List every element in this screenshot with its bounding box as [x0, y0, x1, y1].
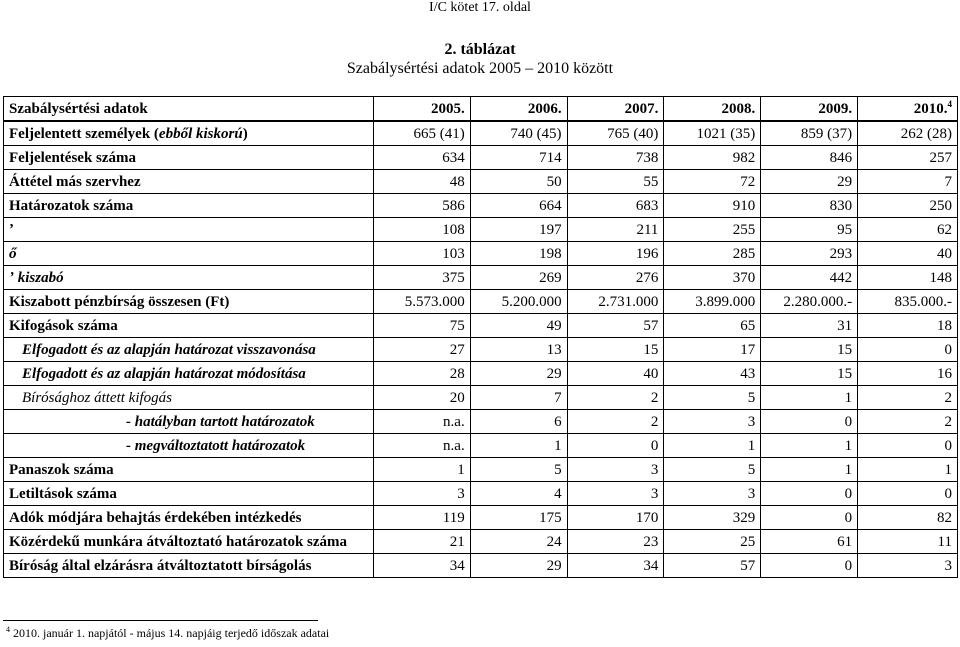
table-cell: 765 (40): [567, 121, 664, 146]
table-cell: 714: [470, 146, 567, 170]
table-cell: 683: [567, 194, 664, 218]
table-cell: 198: [470, 242, 567, 266]
row-label-end: ): [242, 125, 248, 142]
table-cell: 664: [470, 194, 567, 218]
row-label: Határozatok száma: [4, 194, 374, 218]
table-cell: 3: [567, 458, 664, 482]
footnote-text: 2010. január 1. napjától - május 14. napjáig terjedő időszak adatai: [13, 626, 330, 640]
table-cell: 28: [373, 362, 470, 386]
table-cell: 738: [567, 146, 664, 170]
table-cell: 15: [761, 338, 858, 362]
table-cell: n.a.: [373, 410, 470, 434]
table-cell: 48: [373, 170, 470, 194]
table-cell: 75: [373, 314, 470, 338]
table-row: [4, 266, 958, 290]
table-cell: 17: [664, 338, 761, 362]
table-cell: 1: [470, 434, 567, 458]
table-cell: 3: [567, 482, 664, 506]
table-cell: 61: [761, 530, 858, 554]
table-cell: 29: [470, 362, 567, 386]
table-cell: 5: [664, 458, 761, 482]
year-label: 2010.: [913, 100, 948, 117]
footnote: [6, 626, 329, 641]
table-cell: 29: [761, 170, 858, 194]
table-cell: 0: [761, 506, 858, 530]
table-row: [4, 218, 958, 242]
table-cell: 982: [664, 146, 761, 170]
table-cell: 211: [567, 218, 664, 242]
table-cell: 196: [567, 242, 664, 266]
table-cell: 285: [664, 242, 761, 266]
table-cell: 0: [761, 554, 858, 578]
table-row: [4, 194, 958, 218]
table-cell: 82: [858, 506, 958, 530]
table-cell: 24: [470, 530, 567, 554]
table-cell: 197: [470, 218, 567, 242]
table-cell: 442: [761, 266, 858, 290]
table-cell: 255: [664, 218, 761, 242]
table-cell: 62: [858, 218, 958, 242]
table-cell: 835.000.-: [858, 290, 958, 314]
table-cell: 276: [567, 266, 664, 290]
row-label: Panaszok száma: [4, 458, 374, 482]
table-cell: 170: [567, 506, 664, 530]
year-header: 2008.: [664, 97, 761, 122]
table-cell: 23: [567, 530, 664, 554]
table-cell: 72: [664, 170, 761, 194]
table-cell: 11: [858, 530, 958, 554]
table-cell: 1021 (35): [664, 121, 761, 146]
table-cell: 21: [373, 530, 470, 554]
table-cell: 0: [761, 410, 858, 434]
table-cell: 27: [373, 338, 470, 362]
row-label-text: Feljelentett személyek (: [9, 125, 159, 142]
table-cell: 740 (45): [470, 121, 567, 146]
table-row: [4, 146, 958, 170]
row-label: Adók módjára behajtás érdekében intézkedés: [4, 506, 374, 530]
row-label: Elfogadott és az alapján határozat módosítása: [4, 362, 374, 386]
table-row: [4, 242, 958, 266]
table-cell: 3: [664, 482, 761, 506]
table-cell: 18: [858, 314, 958, 338]
page-header: I/C kötet 17. oldal: [429, 0, 531, 15]
table-cell: n.a.: [373, 434, 470, 458]
year-header: 2007.: [567, 97, 664, 122]
table-row: [4, 386, 958, 410]
table-cell: 665 (41): [373, 121, 470, 146]
table-cell: 1: [664, 434, 761, 458]
table-cell: 3.899.000: [664, 290, 761, 314]
table-cell: 148: [858, 266, 958, 290]
table-cell: 0: [858, 338, 958, 362]
table-cell: 7: [858, 170, 958, 194]
table-cell: 2: [858, 386, 958, 410]
row-label: Feljelentések száma: [4, 146, 374, 170]
table-header-row: [4, 97, 958, 122]
year-header: 2006.: [470, 97, 567, 122]
table-cell: 40: [858, 242, 958, 266]
table-cell: 3: [664, 410, 761, 434]
table-cell: 34: [567, 554, 664, 578]
row-label: Áttétel más szervhez: [4, 170, 374, 194]
year-header: [858, 97, 958, 122]
table-caption: Szabálysértési adatok 2005 – 2010 között: [346, 60, 614, 77]
table-cell: 262 (28): [858, 121, 958, 146]
row-label: ʼ kiszabó: [4, 266, 374, 290]
header-label: Szabálysértési adatok: [4, 97, 374, 122]
table-cell: 6: [470, 410, 567, 434]
table-title: [0, 40, 960, 78]
table-cell: 50: [470, 170, 567, 194]
table-cell: 910: [664, 194, 761, 218]
table-cell: 634: [373, 146, 470, 170]
table-cell: 830: [761, 194, 858, 218]
table-cell: 1: [373, 458, 470, 482]
statistics-table: [3, 96, 958, 578]
table-cell: 329: [664, 506, 761, 530]
table-cell: 65: [664, 314, 761, 338]
table-row: [4, 410, 958, 434]
table-cell: 2: [567, 410, 664, 434]
table-cell: 1: [761, 386, 858, 410]
table-cell: 5.200.000: [470, 290, 567, 314]
table-row: [4, 290, 958, 314]
table-cell: 1: [858, 458, 958, 482]
table-cell: 293: [761, 242, 858, 266]
table-cell: 5: [664, 386, 761, 410]
row-label: [4, 121, 374, 146]
table-cell: 175: [470, 506, 567, 530]
table-cell: 108: [373, 218, 470, 242]
table-cell: 95: [761, 218, 858, 242]
table-cell: 3: [373, 482, 470, 506]
table-cell: 0: [761, 482, 858, 506]
row-label: Kifogások száma: [4, 314, 374, 338]
table-row: [4, 554, 958, 578]
table-cell: 0: [858, 482, 958, 506]
row-label-italic: ebből kiskorú: [158, 125, 243, 142]
table-cell: 5.573.000: [373, 290, 470, 314]
table-row: [4, 530, 958, 554]
table-cell: 5: [470, 458, 567, 482]
table-row: [4, 458, 958, 482]
table-cell: 375: [373, 266, 470, 290]
table-cell: 370: [664, 266, 761, 290]
table-cell: 0: [858, 434, 958, 458]
table-cell: 57: [567, 314, 664, 338]
table-row: [4, 482, 958, 506]
table-cell: 269: [470, 266, 567, 290]
row-label: ő: [4, 242, 374, 266]
table-cell: 1: [761, 458, 858, 482]
table-row: [4, 170, 958, 194]
table-cell: 103: [373, 242, 470, 266]
table-cell: 13: [470, 338, 567, 362]
table-cell: 20: [373, 386, 470, 410]
table-cell: 0: [567, 434, 664, 458]
table-cell: 2.280.000.-: [761, 290, 858, 314]
footnote-separator: [3, 620, 318, 621]
table-cell: 31: [761, 314, 858, 338]
row-label: Kiszabott pénzbírság összesen (Ft): [4, 290, 374, 314]
row-label: - hatályban tartott határozatok: [4, 410, 374, 434]
table-cell: 846: [761, 146, 858, 170]
table-row: [4, 434, 958, 458]
table-cell: 16: [858, 362, 958, 386]
table-cell: 43: [664, 362, 761, 386]
row-label: Elfogadott és az alapján határozat visszavonása: [4, 338, 374, 362]
table-cell: 586: [373, 194, 470, 218]
footnote-ref: 4: [947, 98, 952, 109]
row-label: Közérdekű munkára átváltoztató határozatok száma: [4, 530, 374, 554]
table-cell: 2: [858, 410, 958, 434]
table-cell: 34: [373, 554, 470, 578]
table-cell: 7: [470, 386, 567, 410]
table-cell: 859 (37): [761, 121, 858, 146]
row-label: - megváltoztatott határozatok: [4, 434, 374, 458]
table-row: [4, 506, 958, 530]
table-cell: 57: [664, 554, 761, 578]
row-label: Bírósághoz áttett kifogás: [4, 386, 374, 410]
table-cell: 119: [373, 506, 470, 530]
footnote-mark: 4: [6, 625, 10, 634]
table-number: 2. táblázat: [444, 41, 516, 58]
table-row: [4, 362, 958, 386]
row-label: Bíróság által elzárásra átváltoztatott bírságolás: [4, 554, 374, 578]
table-cell: 15: [761, 362, 858, 386]
table-cell: 2.731.000: [567, 290, 664, 314]
table-cell: 1: [761, 434, 858, 458]
year-header: 2009.: [761, 97, 858, 122]
table-row: [4, 338, 958, 362]
year-header: 2005.: [373, 97, 470, 122]
row-label: Letiltások száma: [4, 482, 374, 506]
table-cell: 3: [858, 554, 958, 578]
table-cell: 40: [567, 362, 664, 386]
table-cell: 250: [858, 194, 958, 218]
table-cell: 257: [858, 146, 958, 170]
table-cell: 2: [567, 386, 664, 410]
table-cell: 29: [470, 554, 567, 578]
table-row: [4, 314, 958, 338]
table-cell: 55: [567, 170, 664, 194]
table-cell: 49: [470, 314, 567, 338]
table-cell: 15: [567, 338, 664, 362]
table-row: [4, 121, 958, 146]
table-cell: 4: [470, 482, 567, 506]
row-label: ʼ: [4, 218, 374, 242]
table-cell: 25: [664, 530, 761, 554]
